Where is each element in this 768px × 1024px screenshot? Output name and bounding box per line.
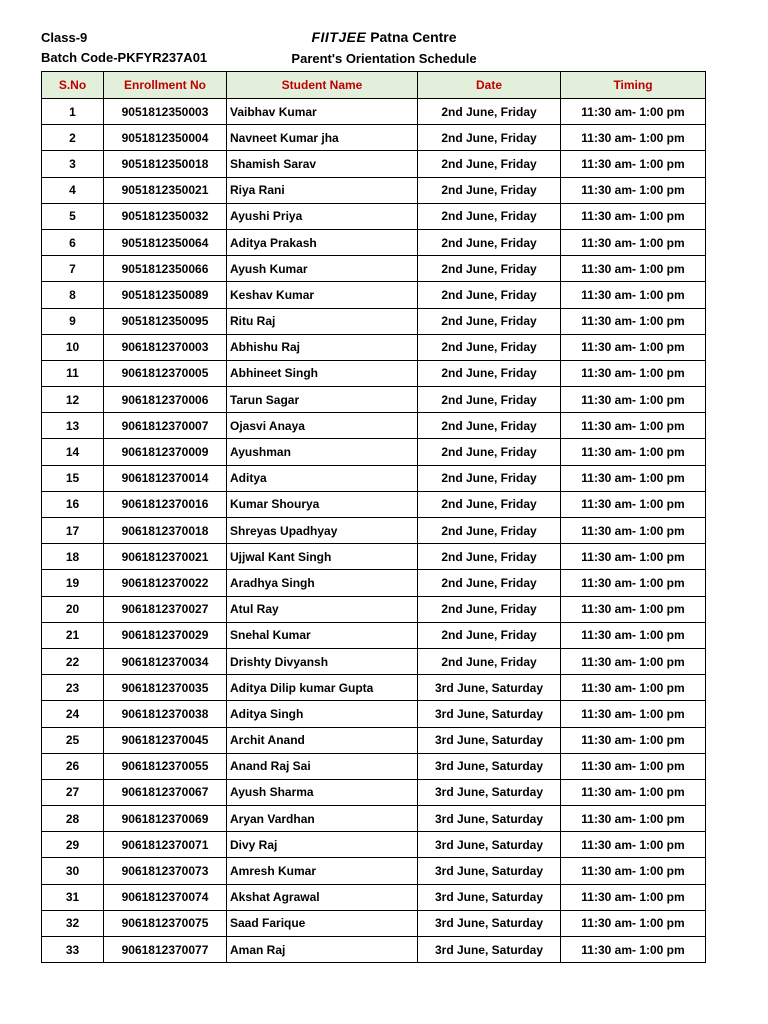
date-cell: 2nd June, Friday	[418, 491, 561, 517]
enrollment-cell: 9061812370067	[104, 779, 227, 805]
document-header	[0, 28, 768, 70]
date-cell: 3rd June, Saturday	[418, 832, 561, 858]
schedule-table	[41, 71, 706, 963]
timing-cell: 11:30 am- 1:00 pm	[561, 622, 706, 648]
date-cell: 2nd June, Friday	[418, 282, 561, 308]
sno-cell: 27	[42, 779, 104, 805]
sno-cell: 2	[42, 125, 104, 151]
sno-cell: 18	[42, 544, 104, 570]
sno-cell: 22	[42, 648, 104, 674]
enrollment-cell: 9061812370021	[104, 544, 227, 570]
student-name-cell: Kumar Shourya	[227, 491, 418, 517]
enrollment-cell: 9061812370045	[104, 727, 227, 753]
enrollment-cell: 9061812370014	[104, 465, 227, 491]
date-cell: 2nd June, Friday	[418, 387, 561, 413]
date-cell: 2nd June, Friday	[418, 439, 561, 465]
sno-cell: 23	[42, 675, 104, 701]
table-row	[42, 229, 706, 255]
schedule-title: Parent's Orientation Schedule	[291, 51, 477, 66]
date-cell: 2nd June, Friday	[418, 99, 561, 125]
date-cell: 2nd June, Friday	[418, 256, 561, 282]
student-name-cell: Drishty Divyansh	[227, 648, 418, 674]
student-name-cell: Ayushi Priya	[227, 203, 418, 229]
sno-cell: 9	[42, 308, 104, 334]
timing-cell: 11:30 am- 1:00 pm	[561, 413, 706, 439]
student-name-cell: Aditya Dilip kumar Gupta	[227, 675, 418, 701]
table-row	[42, 99, 706, 125]
table-row	[42, 858, 706, 884]
date-cell: 3rd June, Saturday	[418, 806, 561, 832]
timing-cell: 11:30 am- 1:00 pm	[561, 570, 706, 596]
table-row	[42, 544, 706, 570]
sno-cell: 25	[42, 727, 104, 753]
table-row	[42, 570, 706, 596]
student-name-cell: Ritu Raj	[227, 308, 418, 334]
enrollment-cell: 9051812350066	[104, 256, 227, 282]
timing-cell: 11:30 am- 1:00 pm	[561, 806, 706, 832]
date-cell: 3rd June, Saturday	[418, 727, 561, 753]
student-name-cell: Divy Raj	[227, 832, 418, 858]
date-cell: 3rd June, Saturday	[418, 910, 561, 936]
date-cell: 2nd June, Friday	[418, 360, 561, 386]
timing-cell: 11:30 am- 1:00 pm	[561, 334, 706, 360]
student-name-cell: Aditya Prakash	[227, 229, 418, 255]
timing-cell: 11:30 am- 1:00 pm	[561, 884, 706, 910]
date-cell: 3rd June, Saturday	[418, 937, 561, 963]
table-row	[42, 622, 706, 648]
enrollment-cell: 9061812370007	[104, 413, 227, 439]
timing-cell: 11:30 am- 1:00 pm	[561, 832, 706, 858]
table-row	[42, 439, 706, 465]
timing-cell: 11:30 am- 1:00 pm	[561, 596, 706, 622]
timing-cell: 11:30 am- 1:00 pm	[561, 465, 706, 491]
timing-cell: 11:30 am- 1:00 pm	[561, 256, 706, 282]
student-name-cell: Ayushman	[227, 439, 418, 465]
table-row	[42, 256, 706, 282]
timing-cell: 11:30 am- 1:00 pm	[561, 177, 706, 203]
timing-cell: 11:30 am- 1:00 pm	[561, 491, 706, 517]
enrollment-cell: 9061812370029	[104, 622, 227, 648]
table-row	[42, 203, 706, 229]
enrollment-cell: 9061812370074	[104, 884, 227, 910]
timing-cell: 11:30 am- 1:00 pm	[561, 544, 706, 570]
date-cell: 2nd June, Friday	[418, 229, 561, 255]
table-row	[42, 334, 706, 360]
enrollment-cell: 9051812350003	[104, 99, 227, 125]
table-row	[42, 884, 706, 910]
date-cell: 3rd June, Saturday	[418, 858, 561, 884]
table-row	[42, 491, 706, 517]
date-cell: 2nd June, Friday	[418, 177, 561, 203]
timing-cell: 11:30 am- 1:00 pm	[561, 151, 706, 177]
student-name-cell: Aradhya Singh	[227, 570, 418, 596]
enrollment-cell: 9061812370073	[104, 858, 227, 884]
date-cell: 2nd June, Friday	[418, 413, 561, 439]
timing-cell: 11:30 am- 1:00 pm	[561, 727, 706, 753]
class-label: Class-9	[41, 30, 88, 45]
enrollment-cell: 9051812350032	[104, 203, 227, 229]
date-cell: 2nd June, Friday	[418, 308, 561, 334]
date-cell: 3rd June, Saturday	[418, 701, 561, 727]
student-name-cell: Abhineet Singh	[227, 360, 418, 386]
column-header-date: Date	[418, 72, 561, 99]
table-row	[42, 910, 706, 936]
sno-cell: 29	[42, 832, 104, 858]
table-row	[42, 413, 706, 439]
date-cell: 2nd June, Friday	[418, 203, 561, 229]
student-name-cell: Shamish Sarav	[227, 151, 418, 177]
column-header-sno: S.No	[42, 72, 104, 99]
column-header-timing: Timing	[561, 72, 706, 99]
timing-cell: 11:30 am- 1:00 pm	[561, 675, 706, 701]
sno-cell: 17	[42, 518, 104, 544]
student-name-cell: Ujjwal Kant Singh	[227, 544, 418, 570]
timing-cell: 11:30 am- 1:00 pm	[561, 360, 706, 386]
sno-cell: 16	[42, 491, 104, 517]
sno-cell: 14	[42, 439, 104, 465]
date-cell: 3rd June, Saturday	[418, 779, 561, 805]
date-cell: 3rd June, Saturday	[418, 753, 561, 779]
brand-logo-text: FIITJEE	[311, 29, 367, 45]
enrollment-cell: 9051812350064	[104, 229, 227, 255]
student-name-cell: Aryan Vardhan	[227, 806, 418, 832]
table-header-row	[42, 72, 706, 99]
enrollment-cell: 9061812370071	[104, 832, 227, 858]
sno-cell: 31	[42, 884, 104, 910]
sno-cell: 28	[42, 806, 104, 832]
date-cell: 2nd June, Friday	[418, 570, 561, 596]
sno-cell: 32	[42, 910, 104, 936]
sno-cell: 5	[42, 203, 104, 229]
date-cell: 2nd June, Friday	[418, 125, 561, 151]
sno-cell: 7	[42, 256, 104, 282]
column-header-enrollment: Enrollment No	[104, 72, 227, 99]
timing-cell: 11:30 am- 1:00 pm	[561, 387, 706, 413]
timing-cell: 11:30 am- 1:00 pm	[561, 648, 706, 674]
enrollment-cell: 9061812370006	[104, 387, 227, 413]
enrollment-cell: 9061812370022	[104, 570, 227, 596]
timing-cell: 11:30 am- 1:00 pm	[561, 779, 706, 805]
table-row	[42, 727, 706, 753]
centre-name: Patna Centre	[370, 29, 457, 45]
student-name-cell: Archit Anand	[227, 727, 418, 753]
date-cell: 2nd June, Friday	[418, 622, 561, 648]
table-row	[42, 360, 706, 386]
date-cell: 2nd June, Friday	[418, 648, 561, 674]
table-row	[42, 308, 706, 334]
table-row	[42, 937, 706, 963]
table-row	[42, 387, 706, 413]
sno-cell: 1	[42, 99, 104, 125]
table-row	[42, 465, 706, 491]
enrollment-cell: 9061812370077	[104, 937, 227, 963]
enrollment-cell: 9061812370018	[104, 518, 227, 544]
sno-cell: 19	[42, 570, 104, 596]
sno-cell: 30	[42, 858, 104, 884]
timing-cell: 11:30 am- 1:00 pm	[561, 203, 706, 229]
timing-cell: 11:30 am- 1:00 pm	[561, 439, 706, 465]
timing-cell: 11:30 am- 1:00 pm	[561, 229, 706, 255]
table-row	[42, 753, 706, 779]
student-name-cell: Abhishu Raj	[227, 334, 418, 360]
date-cell: 2nd June, Friday	[418, 596, 561, 622]
batch-code: Batch Code-PKFYR237A01	[41, 50, 208, 65]
student-name-cell: Snehal Kumar	[227, 622, 418, 648]
table-row	[42, 675, 706, 701]
date-cell: 3rd June, Saturday	[418, 675, 561, 701]
student-name-cell: Saad Farique	[227, 910, 418, 936]
timing-cell: 11:30 am- 1:00 pm	[561, 858, 706, 884]
sno-cell: 26	[42, 753, 104, 779]
student-name-cell: Vaibhav Kumar	[227, 99, 418, 125]
student-name-cell: Riya Rani	[227, 177, 418, 203]
sno-cell: 3	[42, 151, 104, 177]
timing-cell: 11:30 am- 1:00 pm	[561, 518, 706, 544]
student-name-cell: Aditya Singh	[227, 701, 418, 727]
sno-cell: 21	[42, 622, 104, 648]
student-name-cell: Ojasvi Anaya	[227, 413, 418, 439]
sno-cell: 6	[42, 229, 104, 255]
table-row	[42, 779, 706, 805]
student-name-cell: Ayush Sharma	[227, 779, 418, 805]
sno-cell: 4	[42, 177, 104, 203]
enrollment-cell: 9051812350004	[104, 125, 227, 151]
sno-cell: 15	[42, 465, 104, 491]
timing-cell: 11:30 am- 1:00 pm	[561, 753, 706, 779]
student-name-cell: Akshat Agrawal	[227, 884, 418, 910]
enrollment-cell: 9061812370069	[104, 806, 227, 832]
table-row	[42, 596, 706, 622]
student-name-cell: Tarun Sagar	[227, 387, 418, 413]
enrollment-cell: 9051812350021	[104, 177, 227, 203]
enrollment-cell: 9061812370035	[104, 675, 227, 701]
date-cell: 2nd June, Friday	[418, 151, 561, 177]
sno-cell: 33	[42, 937, 104, 963]
table-row	[42, 282, 706, 308]
sno-cell: 10	[42, 334, 104, 360]
enrollment-cell: 9051812350095	[104, 308, 227, 334]
student-name-cell: Anand Raj Sai	[227, 753, 418, 779]
enrollment-cell: 9061812370075	[104, 910, 227, 936]
student-name-cell: Keshav Kumar	[227, 282, 418, 308]
column-header-student-name: Student Name	[227, 72, 418, 99]
sno-cell: 8	[42, 282, 104, 308]
table-body	[42, 99, 706, 963]
student-name-cell: Aman Raj	[227, 937, 418, 963]
timing-cell: 11:30 am- 1:00 pm	[561, 308, 706, 334]
date-cell: 2nd June, Friday	[418, 518, 561, 544]
enrollment-cell: 9061812370034	[104, 648, 227, 674]
date-cell: 2nd June, Friday	[418, 544, 561, 570]
sno-cell: 24	[42, 701, 104, 727]
student-name-cell: Shreyas Upadhyay	[227, 518, 418, 544]
student-name-cell: Ayush Kumar	[227, 256, 418, 282]
enrollment-cell: 9061812370003	[104, 334, 227, 360]
date-cell: 2nd June, Friday	[418, 465, 561, 491]
sno-cell: 20	[42, 596, 104, 622]
enrollment-cell: 9051812350018	[104, 151, 227, 177]
centre-title	[0, 29, 768, 45]
enrollment-cell: 9061812370038	[104, 701, 227, 727]
timing-cell: 11:30 am- 1:00 pm	[561, 701, 706, 727]
timing-cell: 11:30 am- 1:00 pm	[561, 99, 706, 125]
date-cell: 2nd June, Friday	[418, 334, 561, 360]
timing-cell: 11:30 am- 1:00 pm	[561, 125, 706, 151]
table-row	[42, 832, 706, 858]
enrollment-cell: 9061812370016	[104, 491, 227, 517]
timing-cell: 11:30 am- 1:00 pm	[561, 910, 706, 936]
table-row	[42, 125, 706, 151]
table-row	[42, 701, 706, 727]
student-name-cell: Navneet Kumar jha	[227, 125, 418, 151]
timing-cell: 11:30 am- 1:00 pm	[561, 282, 706, 308]
enrollment-cell: 9061812370005	[104, 360, 227, 386]
enrollment-cell: 9061812370027	[104, 596, 227, 622]
student-name-cell: Amresh Kumar	[227, 858, 418, 884]
enrollment-cell: 9051812350089	[104, 282, 227, 308]
date-cell: 3rd June, Saturday	[418, 884, 561, 910]
student-name-cell: Atul Ray	[227, 596, 418, 622]
table-row	[42, 151, 706, 177]
table-row	[42, 518, 706, 544]
sno-cell: 13	[42, 413, 104, 439]
enrollment-cell: 9061812370055	[104, 753, 227, 779]
timing-cell: 11:30 am- 1:00 pm	[561, 937, 706, 963]
sno-cell: 12	[42, 387, 104, 413]
sno-cell: 11	[42, 360, 104, 386]
table-row	[42, 177, 706, 203]
table-row	[42, 648, 706, 674]
table-row	[42, 806, 706, 832]
student-name-cell: Aditya	[227, 465, 418, 491]
enrollment-cell: 9061812370009	[104, 439, 227, 465]
